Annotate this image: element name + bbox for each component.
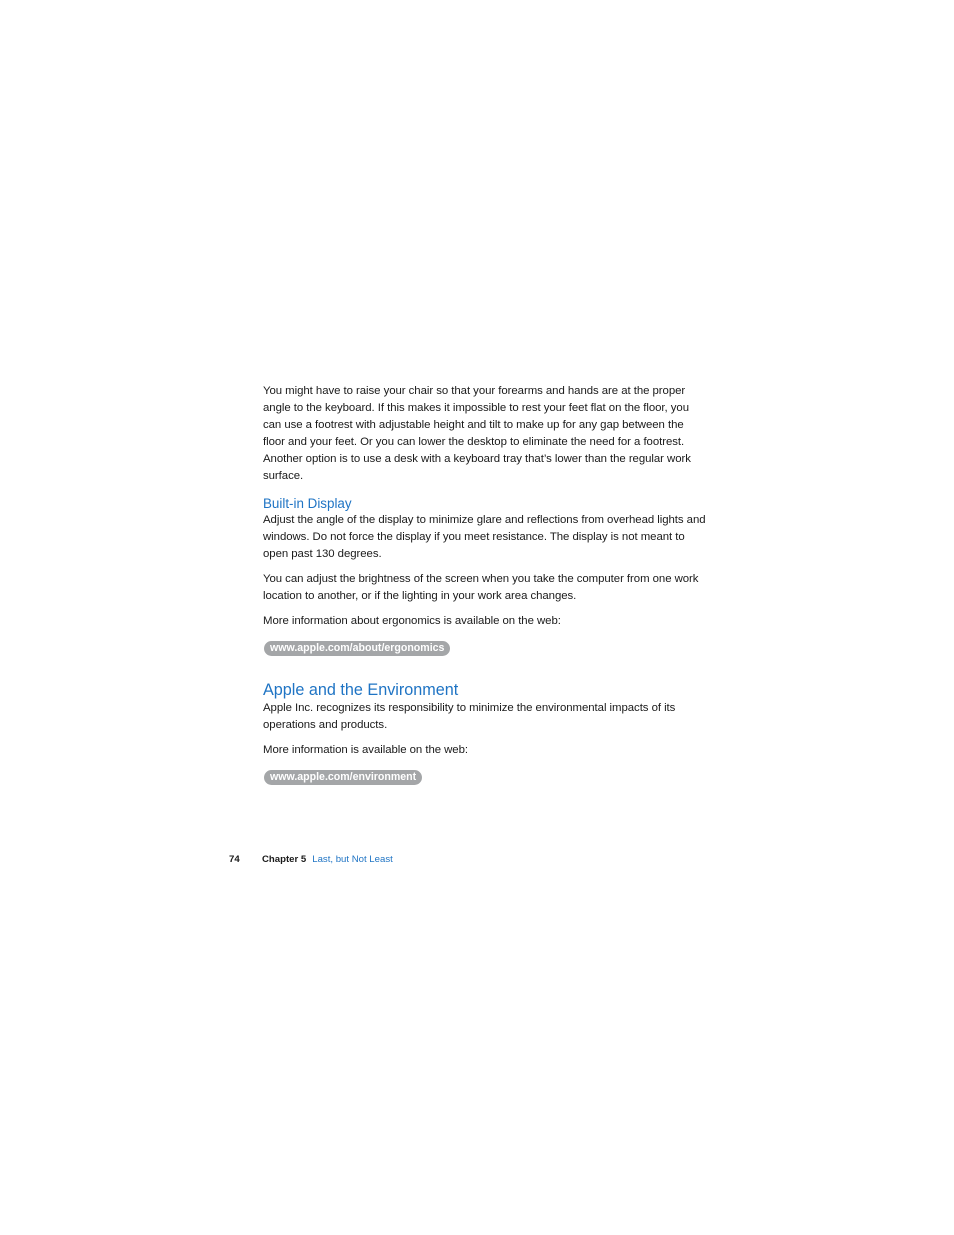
chapter-label: Chapter 5 (262, 854, 307, 865)
builtin-display-paragraph-1: Adjust the angle of the display to minimize glare and reflections from overhead lights and windows. Do not force the display if you meet resistance. The display is not meant to open past 130 degrees. (263, 514, 706, 560)
page-footer (229, 853, 393, 867)
builtin-display-paragraph-2: You can adjust the brightness of the screen when you take the computer from one work location to another, or if the lighting in your work area changes. (263, 573, 699, 602)
builtin-display-heading: Built-in Display (263, 496, 352, 511)
intro-paragraph: You might have to raise your chair so that your forearms and hands are at the proper angle to the keyboard. If this makes it impossible to rest your feet flat on the floor, you can use a footrest with adjustable height and tilt to make up for any gap between the floor and your feet. Or you can lower the desktop to eliminate the need for a footrest. Another option is to use a desk with a keyboard tray that’s lower than the regular work surface. (263, 385, 691, 482)
page-content (263, 383, 708, 793)
chapter-title: Last, but Not Least (312, 854, 393, 865)
ergonomics-link[interactable]: www.apple.com/about/ergonomics (264, 641, 450, 656)
environment-paragraph-1: Apple Inc. recognizes its responsibility to minimize the environmental impacts of its operations and products. (263, 702, 676, 731)
environment-link[interactable]: www.apple.com/environment (264, 770, 422, 785)
environment-paragraph-2: More information is available on the web: (263, 744, 468, 756)
page-number: 74 (229, 854, 240, 865)
environment-heading: Apple and the Environment (263, 681, 459, 699)
builtin-display-paragraph-3: More information about ergonomics is available on the web: (263, 615, 561, 627)
